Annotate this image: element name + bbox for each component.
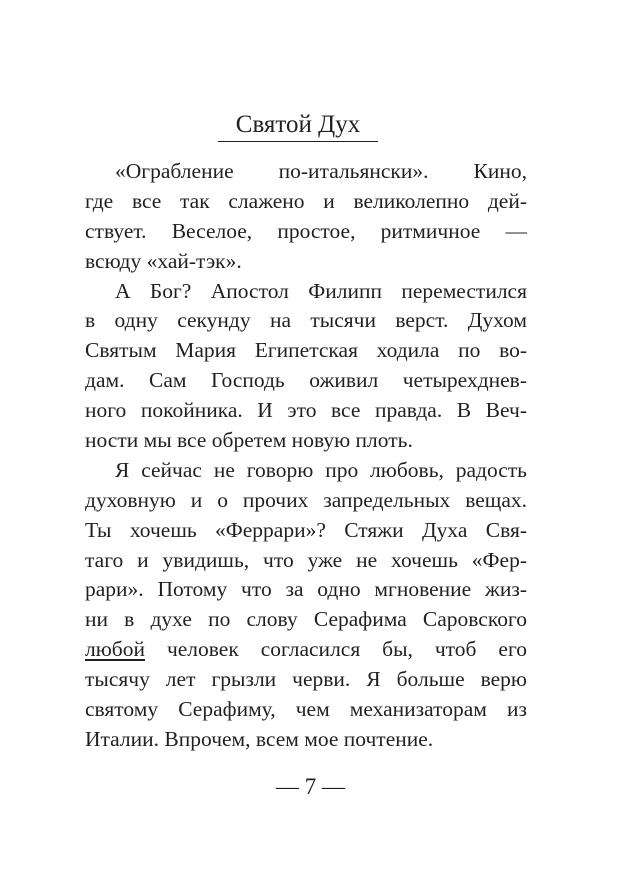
text-line: святому Серафиму, чем механизаторам из [85,697,527,722]
text-line: всюду «хай-тэк». [85,248,242,273]
text-line: А Бог? Апостол Филипп переместился [115,278,527,303]
title-underline [218,141,378,142]
body-text [85,157,527,755]
text-line-rest: человек согласился бы, чтоб его [166,637,527,662]
text-line: рари». Потому что за одно мгновение жиз- [85,577,527,602]
text-line: «Ограбление по-итальянски». Кино, [115,159,527,183]
page-title: Святой Дух [235,111,361,138]
text-line: ности мы все обретем новую плоть. [85,428,413,453]
page-number: — 7 — [276,774,345,799]
text-line: где все так слажено и великолепно дей- [85,188,527,213]
underlined-word: любой [85,637,145,662]
text-line: ного покойника. И это все правда. В Веч- [85,398,527,423]
text-line: тысячу лет грызли черви. Я больше верю [85,667,527,692]
text-line: ни в духе по слову Серафима Саровского [85,607,527,632]
text-line [85,635,527,665]
text-line: таго и увидишь, что уже не хочешь «Фер- [85,547,527,572]
text-line: Ты хочешь «Феррари»? Стяжи Духа Свя- [85,517,527,542]
text-line: духовную и о прочих запредельных вещах. [85,487,527,512]
text-line: дам. Сам Господь оживил четырехднев- [85,368,527,393]
text-line: Я сейчас не говорю про любовь, радость [115,457,527,482]
text-line: в одну секунду на тысячи верст. Духом [85,308,527,333]
text-line: ствует. Веселое, простое, ритмичное — [85,218,527,243]
text-line: Италии. Впрочем, всем мое почтение. [85,726,434,751]
text-line: Святым Мария Египетская ходила по во- [85,338,527,363]
